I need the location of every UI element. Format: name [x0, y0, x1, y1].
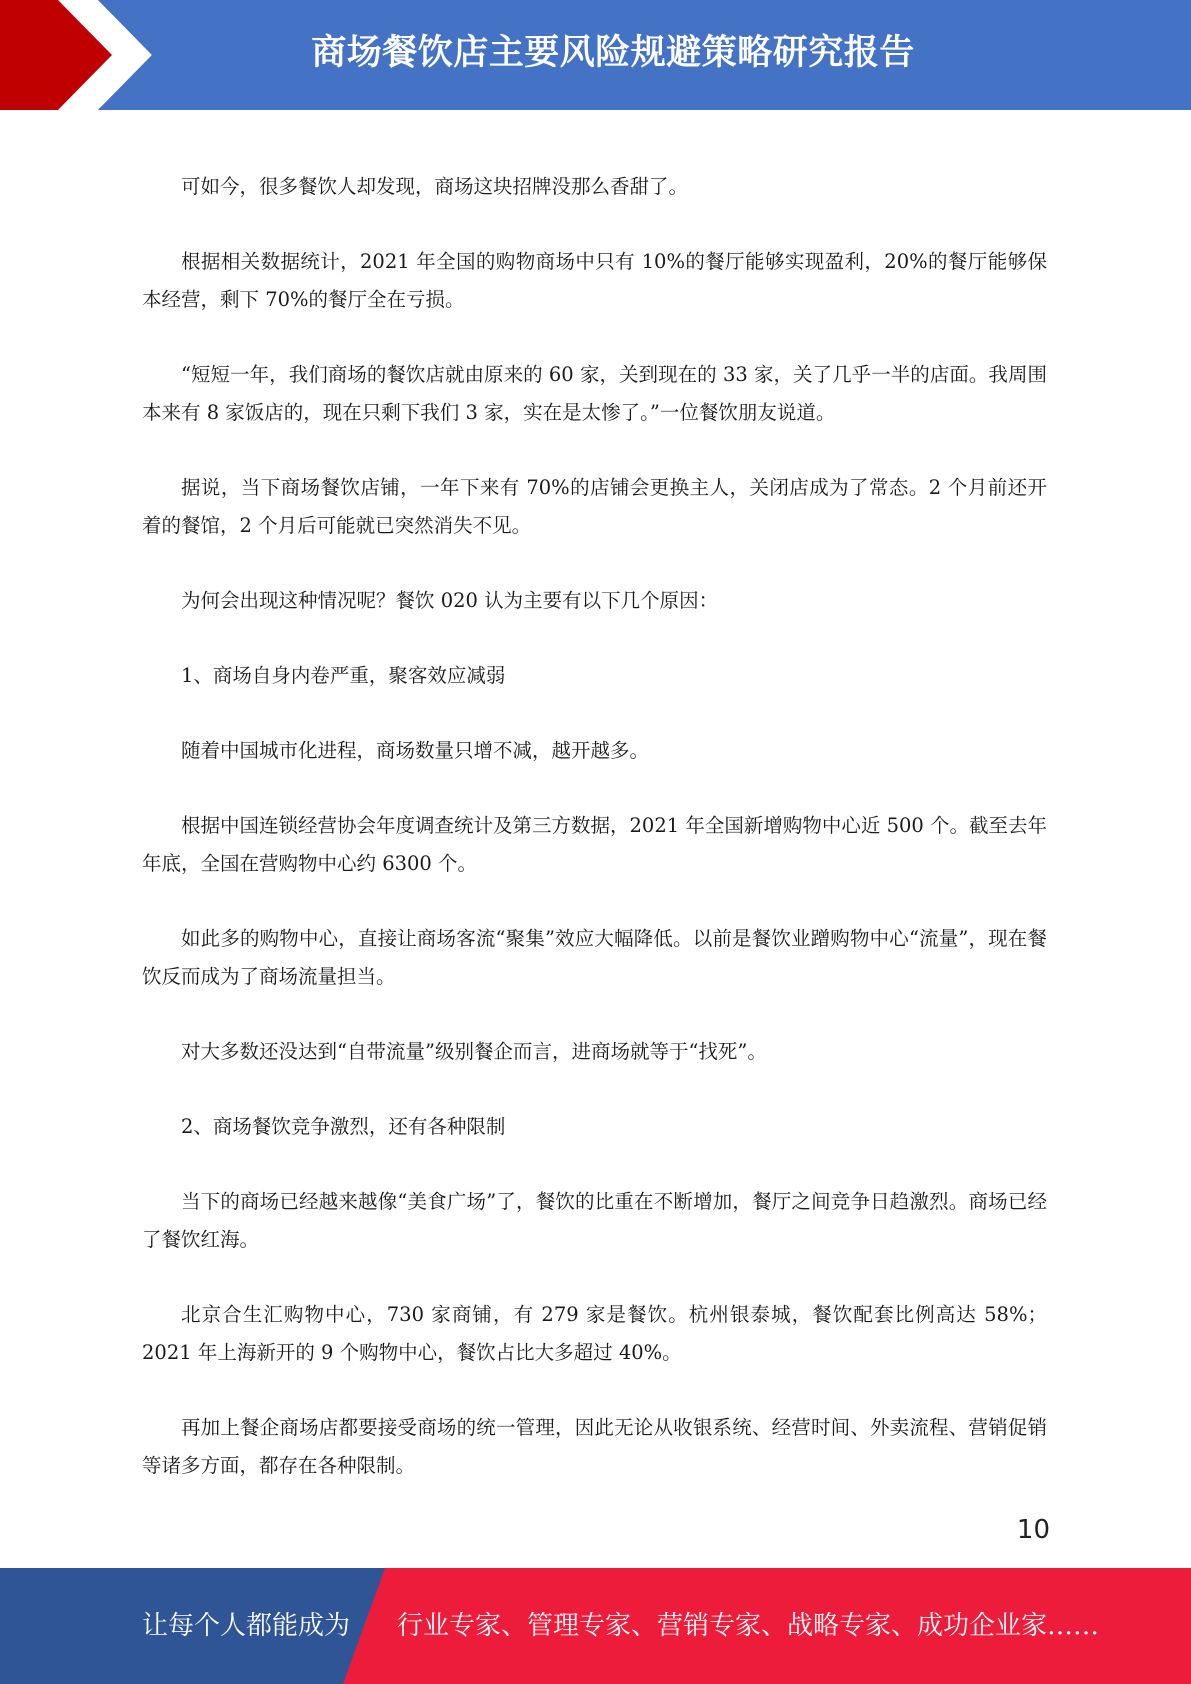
- paragraph: 如此多的购物中心，直接让商场客流“聚集”效应大幅降低。以前是餐饮业蹭购物中心“流量”，现在餐饮反而成为了商场流量担当。: [142, 927, 1047, 988]
- paragraph: 为何会出现这种情况呢？餐饮 020 认为主要有以下几个原因：: [181, 589, 719, 612]
- page-number: 10: [1016, 1515, 1050, 1545]
- paragraph: 根据相关数据统计，2021 年全国的购物商场中只有 10%的餐厅能够实现盈利，20%的餐厅能够保本经营，剩下 70%的餐厅全在亏损。: [142, 250, 1047, 311]
- section-heading: 2、商场餐饮竞争激烈，还有各种限制: [181, 1115, 506, 1138]
- paragraph: 根据中国连锁经营协会年度调查统计及第三方数据，2021 年全国新增购物中心近 500 个。截至去年年底，全国在营购物中心约 6300 个。: [142, 814, 1047, 875]
- paragraph: “短短一年，我们商场的餐饮店就由原来的 60 家，关到现在的 33 家，关了几乎一半的店面。我周围本来有 8 家饭店的，现在只剩下我们 3 家，实在是太惨了。”一位餐饮朋友说道。: [142, 363, 1047, 424]
- paragraph: 据说，当下商场餐饮店铺，一年下来有 70%的店铺会更换主人，关闭店成为了常态。2 个月前还开着的餐馆，2 个月后可能就已突然消失不见。: [142, 476, 1047, 537]
- report-body: [142, 168, 1047, 1522]
- footer-slogan-right: 行业专家、管理专家、营销专家、战略专家、成功企业家……: [397, 1611, 1100, 1641]
- paragraph: 随着中国城市化进程，商场数量只增不减，越开越多。: [181, 739, 650, 762]
- paragraph: 对大多数还没达到“自带流量”级别餐企而言，进商场就等于“找死”。: [181, 1040, 767, 1063]
- page-header: [0, 0, 1191, 110]
- footer-slogan-left: 让每个人都能成为: [142, 1611, 351, 1641]
- paragraph: 当下的商场已经越来越像“美食广场”了，餐饮的比重在不断增加，餐厅之间竞争日趋激烈。商场已经了餐饮红海。: [142, 1190, 1047, 1251]
- report-title: 商场餐饮店主要风险规避策略研究报告: [311, 33, 915, 73]
- section-heading: 1、商场自身内卷严重，聚客效应减弱: [181, 664, 506, 687]
- page-footer: [0, 1568, 1191, 1684]
- paragraph: 再加上餐企商场店都要接受商场的统一管理，因此无论从收银系统、经营时间、外卖流程、营销促销等诸多方面，都存在各种限制。: [142, 1416, 1047, 1477]
- paragraph: 北京合生汇购物中心，730 家商铺，有 279 家是餐饮。杭州银泰城，餐饮配套比例高达 58%；2021 年上海新开的 9 个购物中心，餐饮占比大多超过 40%。: [142, 1303, 1047, 1364]
- paragraph: 可如今，很多餐饮人却发现，商场这块招牌没那么香甜了。: [181, 175, 689, 198]
